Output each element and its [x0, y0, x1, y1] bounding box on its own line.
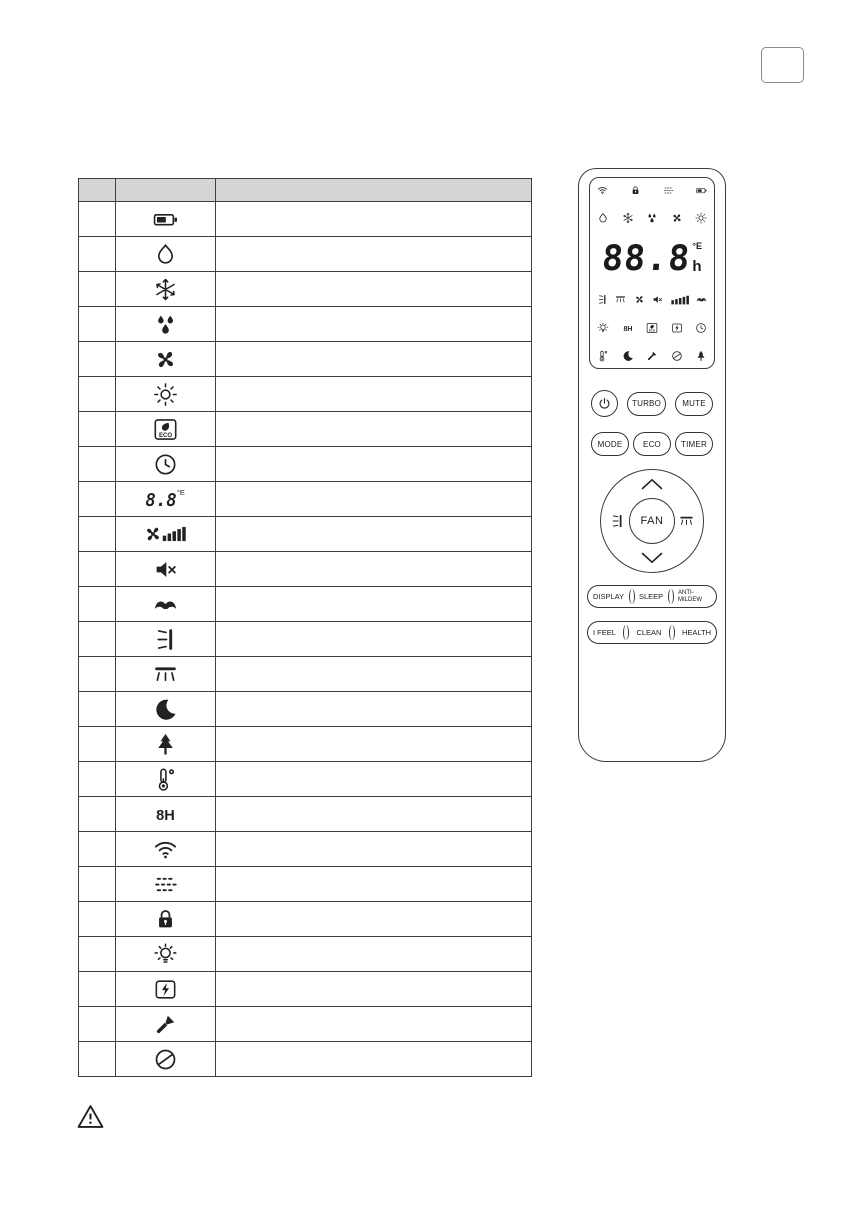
button-divider	[668, 589, 674, 604]
row-description	[216, 692, 532, 727]
row-description	[216, 342, 532, 377]
row-number	[79, 202, 116, 237]
self-clean-icon	[671, 322, 683, 334]
row-icon-cell	[116, 972, 216, 1007]
mute-icon	[153, 557, 178, 582]
up-button[interactable]	[640, 478, 664, 490]
auto-mode-icon	[153, 242, 178, 267]
table-header-row	[79, 179, 532, 202]
table-row	[79, 1007, 532, 1042]
button-row-2	[579, 432, 725, 456]
row-description	[216, 972, 532, 1007]
health-button[interactable]: HEALTH	[681, 628, 711, 637]
heat-mode-icon	[695, 212, 707, 224]
mute-icon	[652, 294, 663, 305]
8h-timer-icon	[153, 802, 178, 827]
row-icon-cell	[116, 447, 216, 482]
i-feel-icon	[597, 350, 609, 362]
row-icon-cell	[116, 657, 216, 692]
8h-timer-icon	[622, 322, 634, 334]
display-light-icon	[153, 942, 178, 967]
row-icon-cell	[116, 692, 216, 727]
power-button[interactable]	[591, 390, 618, 417]
table-row	[79, 867, 532, 902]
table-row	[79, 587, 532, 622]
row-number	[79, 972, 116, 1007]
row-description	[216, 727, 532, 762]
table-row	[79, 272, 532, 307]
row-description	[216, 657, 532, 692]
sleep-moon-icon	[153, 697, 178, 722]
sleep-button[interactable]: SLEEP	[638, 592, 664, 601]
row-icon-cell	[116, 517, 216, 552]
row-icon-cell	[116, 237, 216, 272]
row-number	[79, 1042, 116, 1077]
row-icon-cell	[116, 202, 216, 237]
lcd-digits	[597, 238, 707, 279]
row-number	[79, 307, 116, 342]
svg-text:ECO: ECO	[158, 432, 173, 439]
wifi-icon	[153, 837, 178, 862]
lcd-status-row	[597, 185, 707, 196]
display-light-icon	[597, 322, 609, 334]
row-icon-cell	[116, 762, 216, 797]
lcd-function-row	[597, 294, 707, 305]
power-icon	[598, 397, 611, 410]
table-row	[79, 937, 532, 972]
row-description	[216, 937, 532, 972]
row-icon-cell	[116, 307, 216, 342]
header-number	[79, 179, 116, 202]
heat-mode-icon	[153, 382, 178, 407]
cool-mode-icon	[622, 212, 634, 224]
row-number	[79, 622, 116, 657]
anti-mildew-button[interactable]: ANTI-MILDEW	[678, 589, 702, 603]
auto-mode-icon	[597, 212, 609, 224]
mode-button[interactable]: MODE	[591, 432, 629, 456]
lcd-temperature: 88.8	[600, 238, 693, 279]
row-description	[216, 622, 532, 657]
row-icon-cell	[116, 1007, 216, 1042]
row-description	[216, 832, 532, 867]
fan-speed-bars-icon	[671, 294, 689, 305]
timer-clock-icon	[695, 322, 707, 334]
remote-lcd	[589, 177, 715, 369]
ionizer-icon	[153, 872, 178, 897]
i-feel-icon	[153, 767, 178, 792]
eco-button[interactable]: ECO	[633, 432, 671, 456]
row-icon-cell	[116, 902, 216, 937]
timer-clock-icon	[153, 452, 178, 477]
row-number	[79, 937, 116, 972]
row-description	[216, 902, 532, 937]
button-divider	[629, 589, 635, 604]
table-row	[79, 552, 532, 587]
row-description	[216, 412, 532, 447]
pine-tree-icon	[695, 350, 707, 362]
table-row	[79, 342, 532, 377]
self-clean-icon	[153, 977, 178, 1002]
battery-icon	[153, 207, 178, 232]
icon-table-body	[79, 202, 532, 1077]
table-row	[79, 482, 532, 517]
svg-text:8.8: 8.8	[144, 491, 177, 512]
table-row	[79, 1042, 532, 1077]
row-icon-cell	[116, 272, 216, 307]
mute-button[interactable]: MUTE	[675, 392, 713, 416]
button-row-1	[579, 390, 725, 417]
vertical-swing-icon	[153, 627, 178, 652]
remote-control	[578, 168, 726, 762]
row-number	[79, 272, 116, 307]
temperature-display-icon	[143, 486, 189, 512]
lcd-timer-row	[597, 322, 707, 334]
row-icon-cell	[116, 832, 216, 867]
row-icon-cell	[116, 552, 216, 587]
eco-icon	[153, 417, 178, 442]
row-number	[79, 867, 116, 902]
horizontal-swing-icon	[153, 662, 178, 687]
icon-legend-table	[78, 178, 532, 1077]
row-number	[79, 692, 116, 727]
wifi-icon	[597, 185, 608, 196]
row-number	[79, 552, 116, 587]
row-description	[216, 482, 532, 517]
row-description	[216, 552, 532, 587]
ionizer-icon	[663, 185, 674, 196]
capsule-row-1	[587, 585, 717, 608]
button-divider	[623, 625, 629, 640]
row-number	[79, 832, 116, 867]
row-description	[216, 867, 532, 902]
row-number	[79, 657, 116, 692]
lcd-units	[692, 241, 702, 275]
dry-mode-icon	[153, 312, 178, 337]
horizontal-swing-icon	[615, 294, 626, 305]
table-row	[79, 307, 532, 342]
row-number	[79, 342, 116, 377]
turbo-icon	[696, 294, 707, 305]
vertical-swing-icon	[597, 294, 608, 305]
row-number	[79, 902, 116, 937]
svg-text:8H: 8H	[623, 325, 632, 333]
row-description	[216, 377, 532, 412]
table-row	[79, 517, 532, 552]
eco-icon	[646, 322, 658, 334]
row-number	[79, 727, 116, 762]
row-icon-cell	[116, 342, 216, 377]
warning-triangle-icon	[77, 1104, 104, 1129]
row-number	[79, 587, 116, 622]
row-description	[216, 447, 532, 482]
clean-brush-icon	[153, 1012, 178, 1037]
table-row	[79, 202, 532, 237]
row-icon-cell	[116, 867, 216, 902]
pine-tree-icon	[153, 732, 178, 757]
table-row	[79, 727, 532, 762]
svg-text:°E: °E	[176, 488, 185, 498]
row-icon-cell	[116, 1042, 216, 1077]
row-icon-cell	[116, 797, 216, 832]
header-icon	[116, 179, 216, 202]
row-icon-cell	[116, 622, 216, 657]
row-number	[79, 762, 116, 797]
table-row	[79, 412, 532, 447]
page-corner-box	[761, 47, 804, 83]
display-button[interactable]: DISPLAY	[593, 592, 625, 601]
row-number	[79, 482, 116, 517]
row-icon-cell	[116, 587, 216, 622]
row-description	[216, 202, 532, 237]
capsule-row-2	[587, 621, 717, 644]
row-number	[79, 377, 116, 412]
horizontal-swing-button[interactable]	[679, 513, 694, 530]
table-row	[79, 622, 532, 657]
down-button[interactable]	[640, 552, 664, 564]
row-description	[216, 587, 532, 622]
row-icon-cell	[116, 377, 216, 412]
lcd-degree-unit: °E	[692, 240, 702, 251]
row-number	[79, 237, 116, 272]
anti-mildew-icon	[671, 350, 683, 362]
table-row	[79, 237, 532, 272]
table-row	[79, 762, 532, 797]
fan-mode-icon	[671, 212, 683, 224]
fan-nav-pad	[600, 469, 704, 573]
row-description	[216, 237, 532, 272]
row-description	[216, 1007, 532, 1042]
dry-mode-icon	[646, 212, 658, 224]
lcd-hour-unit: h	[692, 257, 702, 275]
vertical-swing-button[interactable]	[610, 513, 625, 530]
row-description	[216, 272, 532, 307]
row-number	[79, 1007, 116, 1042]
table-row	[79, 657, 532, 692]
table-row	[79, 902, 532, 937]
fan-mode-icon	[634, 294, 645, 305]
child-lock-icon	[153, 907, 178, 932]
row-icon-cell	[116, 412, 216, 447]
row-number	[79, 797, 116, 832]
child-lock-icon	[630, 185, 641, 196]
row-description	[216, 797, 532, 832]
i-feel-button[interactable]: I FEEL	[593, 628, 616, 637]
row-description	[216, 307, 532, 342]
timer-button[interactable]: TIMER	[675, 432, 713, 456]
row-icon-cell	[116, 727, 216, 762]
sleep-moon-icon	[622, 350, 634, 362]
fan-button[interactable]: FAN	[629, 498, 675, 544]
svg-text:8H: 8H	[156, 807, 175, 824]
table-row	[79, 692, 532, 727]
row-number	[79, 517, 116, 552]
turbo-icon	[153, 592, 178, 617]
row-description	[216, 762, 532, 797]
table-row	[79, 377, 532, 412]
table-row	[79, 972, 532, 1007]
row-description	[216, 1042, 532, 1077]
button-divider	[669, 625, 675, 640]
table-row	[79, 832, 532, 867]
header-description	[216, 179, 532, 202]
row-number	[79, 412, 116, 447]
anti-mildew-icon	[153, 1047, 178, 1072]
cool-mode-icon	[153, 277, 178, 302]
row-number	[79, 447, 116, 482]
lcd-comfort-row	[597, 350, 707, 362]
lcd-mode-row	[597, 212, 707, 224]
svg-text:ECO: ECO	[648, 328, 656, 333]
fan-mode-icon	[153, 347, 178, 372]
clean-button[interactable]: CLEAN	[636, 628, 662, 637]
table-row	[79, 447, 532, 482]
row-icon-cell	[116, 482, 216, 517]
table-row	[79, 797, 532, 832]
turbo-button[interactable]: TURBO	[627, 392, 666, 416]
battery-icon	[696, 185, 707, 196]
fan-speed-icon	[143, 521, 189, 547]
row-icon-cell	[116, 937, 216, 972]
clean-brush-icon	[646, 350, 658, 362]
row-description	[216, 517, 532, 552]
